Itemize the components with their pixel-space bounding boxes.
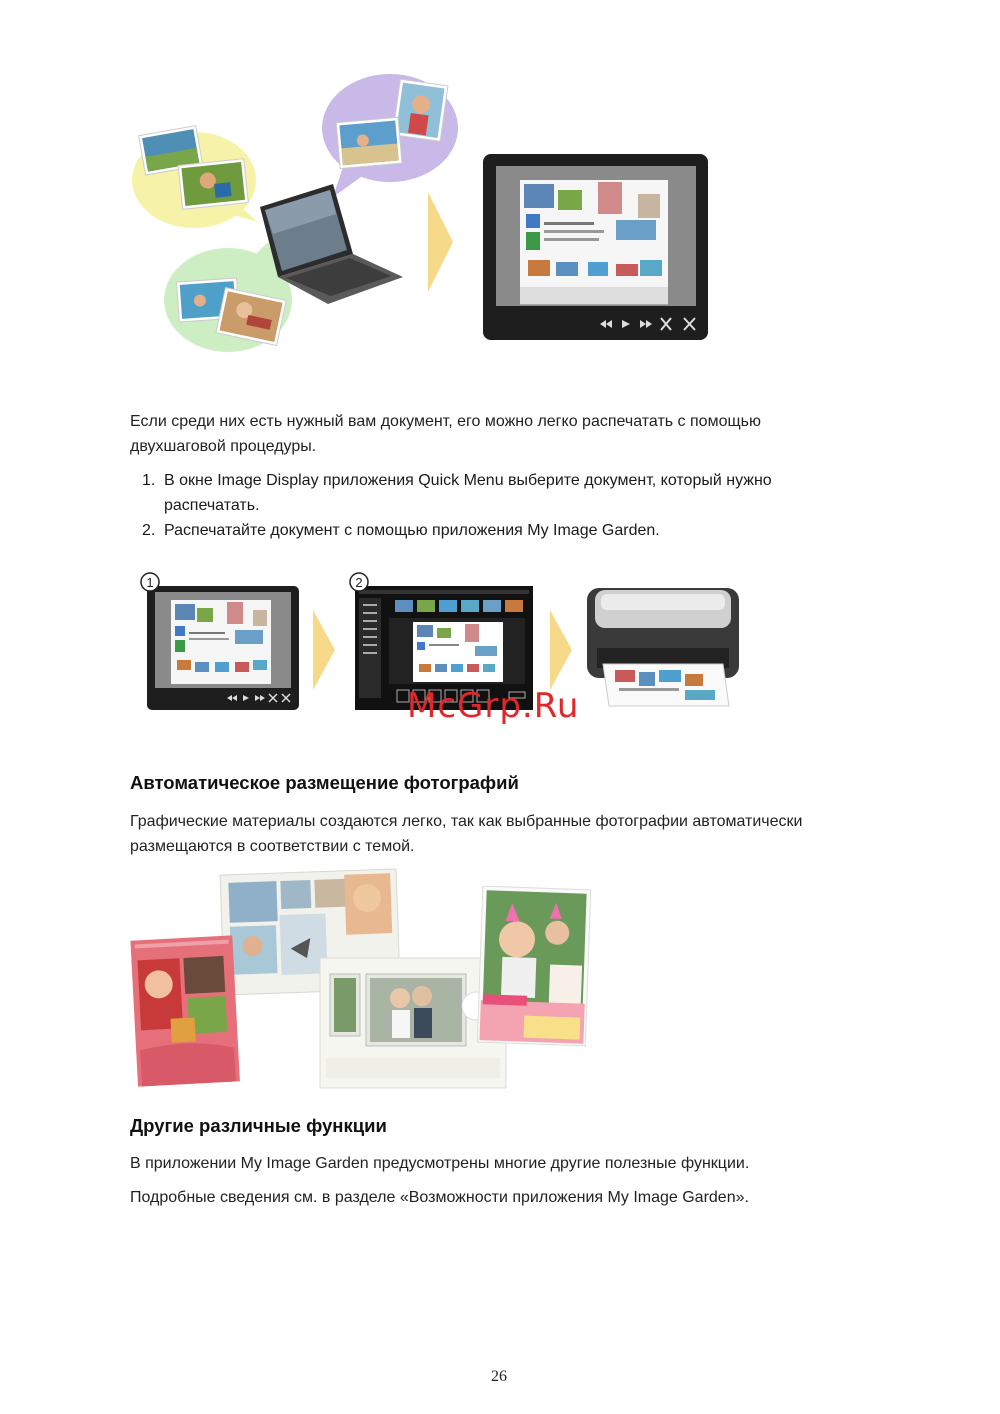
step-badge-1: 1 <box>146 575 154 590</box>
section-text-other-1: В приложении My Image Garden предусмотрены многие другие полезные функции. <box>130 1155 750 1172</box>
section-text-autolayout: Графические материалы создаются легко, так как выбранные фотографии автоматически размещаются в соответствии с темой. <box>130 813 803 855</box>
image-display-device <box>147 586 299 710</box>
arrow-icon <box>313 610 335 690</box>
step-badge-2: 2 <box>355 575 363 590</box>
section-text-other-2: Подробные сведения см. в разделе «Возможности приложения My Image Garden». <box>130 1189 749 1206</box>
step-number: 2. <box>142 522 156 539</box>
section-heading-other: Другие различные функции <box>130 1115 387 1136</box>
page-number: 26 <box>491 1368 507 1385</box>
figure-photo-layouts <box>130 868 600 1093</box>
intro-paragraph: Если среди них есть нужный вам документ, его можно легко распечатать с помощью двухшаговой процедуры. <box>130 413 761 455</box>
step-text: Распечатайте документ с помощью приложения My Image Garden. <box>164 522 660 539</box>
arrow-icon <box>550 610 572 690</box>
figure-image-display <box>128 72 728 372</box>
step-number: 1. <box>142 472 156 489</box>
section-heading-autolayout: Автоматическое размещение фотографий <box>130 772 519 793</box>
steps-list <box>130 468 830 543</box>
image-display-device <box>483 154 708 340</box>
watermark: McGrp.Ru <box>407 686 580 726</box>
step-text: В окне Image Display приложения Quick Menu выберите документ, который нужно распечатать. <box>164 472 772 514</box>
arrow-icon <box>428 192 453 292</box>
printer-icon <box>587 588 739 706</box>
list-item <box>130 468 830 518</box>
list-item <box>130 518 830 543</box>
